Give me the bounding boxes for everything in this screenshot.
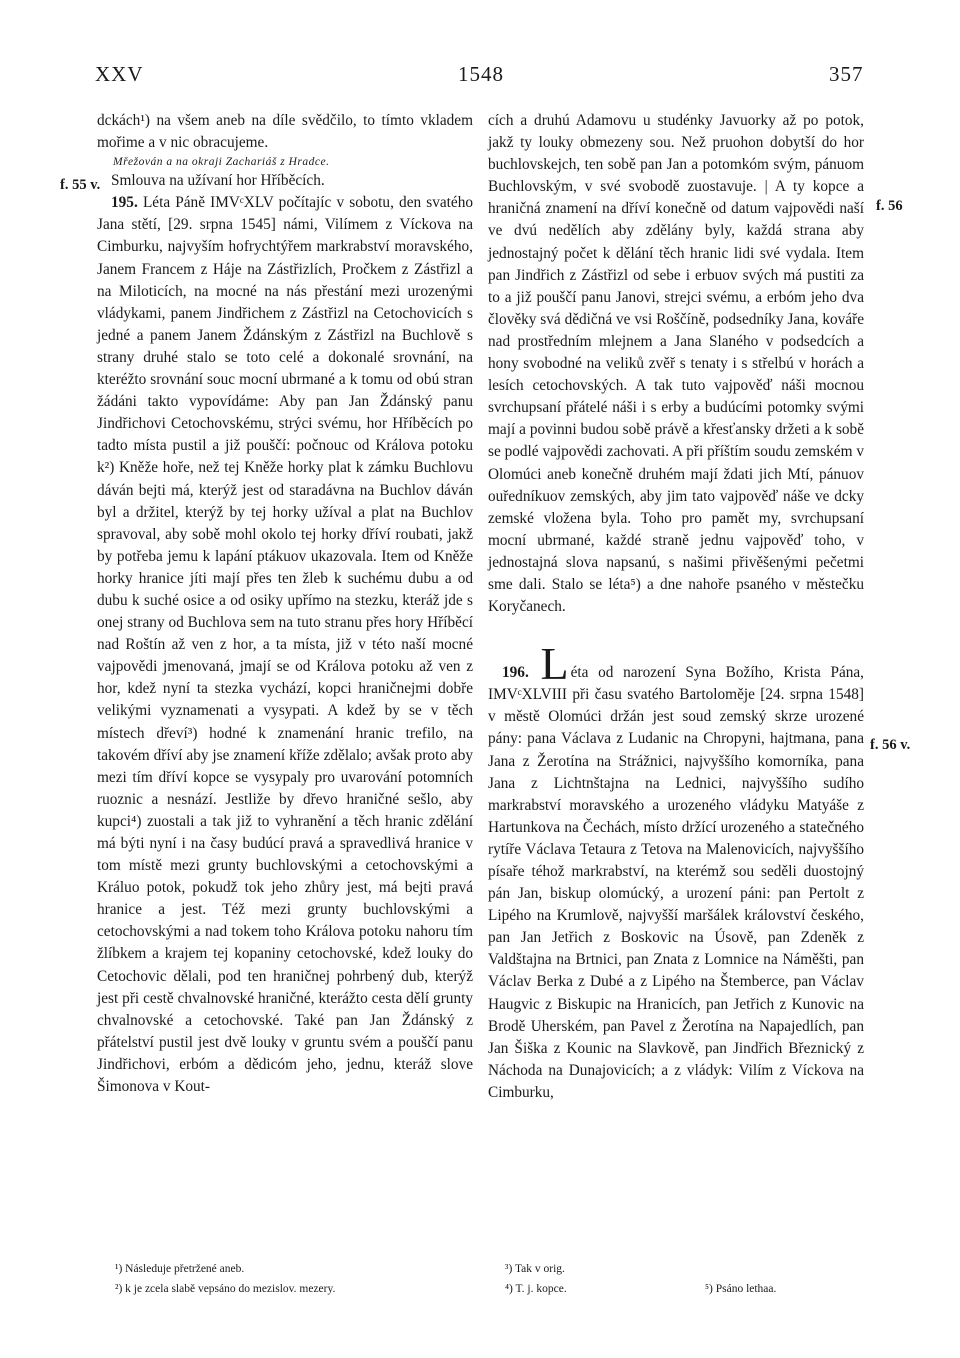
footnote-2: ²) k je zcela slabě vepsáno do mezislov. mezery. bbox=[115, 1283, 336, 1295]
header-year: 1548 bbox=[458, 62, 504, 86]
left-column bbox=[97, 110, 473, 1098]
entry-196-dropcap: L bbox=[540, 638, 569, 690]
footnote-5: ⁵) Psáno lethaa. bbox=[705, 1283, 777, 1295]
footnote-4: ⁴) T. j. kopce. bbox=[505, 1283, 567, 1295]
margin-note-f56: f. 56 bbox=[876, 198, 903, 214]
footnote-3: ³) Tak v orig. bbox=[505, 1263, 565, 1275]
opening-paragraph: dckách¹) na všem aneb na díle svědčilo, to tímto vkladem mořime a v nic obracujeme. bbox=[97, 112, 473, 152]
header-roman-numeral: XXV bbox=[95, 62, 144, 86]
entry-195-continuation: cích a druhú Adamovu u studénky Javuorky až po potok, jakž ty louky obmezeny sou. Než pruohon dobytší do hor buchlovskejch, ten sobě pan Jan a potomkóm svým, pánuom Buchlovským, v své svobodě zuostavuje. | A ty kopce a hraničná znamení na dříví konečně od datum vajpovědi naší ve dvú nedělích aby zdělány byly, každá strana aby jednostajný počet k dělání těch hranic lidi své vydala. Item pan Jindřich z Zástřizl od sebe i erbuov svých má pustiti za to a již pouščí panu Janovi, strejci svému, a erbóm jeho dva člověky svá dědičná ve vsi Roščíně, podsedníky Jana, kováře nad prostředním mlejnem a Jana Slaného v podsedcích a hony svobodné na veliků zvěř s tenaty i s střelbú v horách a lesích cetochovských. A tak tuto vajpověď náši mocnou svrchupsaní přátelé náši i s erby a budúcími potomky svými mají a povinni budou sobě právě a křesťansky držeti a k sobě se podlé vajpovědi zachovati. A při příštím soudu zemském v Olomúci aneb konečně druhém mají ždati jich Mtí, pánuov ouředníkuov zemských, aby jim tato vajpověď náše ve dcky zemské vložena byla. Toho pro pamět my, svrchupsaní mocní ubrmané, každé straně jednu vajpověď toho, v jednostajná slova napsanú, s našimi přivěšenými pečetmi sme dali. Stalo se léta⁵) a dne nahoře psaného v městečku Koryčanech. bbox=[488, 112, 864, 616]
margin-note-f55v: f. 55 v. bbox=[60, 177, 101, 193]
entry-196-text: éta od narození Syna Božího, Krista Pána, IMVᶜXLVIII při času svatého Bartoloměje [24. srpna 1548] v městě Olomúci držán jest soud zemský skrze urozené pány: pana Václava z Ludanic na Chropyni, hajtmana, pana Jana z Žerotína na Strážnici, najvyššího komorníka, pana Jana z Lichtnštajna na Lednici, najvyššího sudího markrabství moravského a urozeného vládyku Matyáše z Hartunkova na Čechách, místo držící urozeného a statečného rytíře Václava Tetaura z Tetova na Malenovicích, najvyššího písaře téhož markrabství, na kterémž sou seděli duostojný pán Jan, biskup olomúcký, a urození páni: pan Pertolt z Lipého na Krumlově, najvyšší maršálek království českého, pan Jan Jetřich z Boskovic na Úsově, pan Zdeněk z Valdštajna na Brtnici, pan Znata z Lomnice na Náměšti, pan Václav Berka z Dubé a z Lipého na Štemberce, pan Václav Haugvic z Biskupic na Hranicích, pan Jetřich z Kunovic na Brodě Uherském, pan Pavel z Žerotína na Napajedlích, pan Jan Šiška z Kounic na Slavkově, pan Jindřich Březnický z Náchoda na Dunajovicích; a z vládyk: Vilím z Víckova na Cimburku, bbox=[488, 664, 864, 1101]
entry-195-title: Smlouva na užívaní hor Hříběcích. bbox=[111, 172, 325, 190]
entry-196-paragraph bbox=[488, 638, 864, 1104]
entry-195-paragraph bbox=[97, 192, 473, 1098]
entry-195-text: Léta Páně IMVᶜXLV počítajíc v sobotu, den svatého Jana stětí, [29. srpna 1545] námi, Vilímem z Víckova na Cimburku, najvyším hofrychtýřem markrabství moravského, Janem Francem z Háje na Zástřizlích, Pročkem z Zástřizl a na Miloticích, na mocné na nás přestání mezi urozenými vládykami, panem Jindřichem z Zástřizl na Cetochovicích s jedné a panem Janem Ždánským z Zástřizl na Buchlově s strany druhé stalo se toto celé a dokonalé srovnání, na kteréžto srovnání souc mocní ubrmané a k tomu od obú stran žádáni takto vypovídáme: Aby pan Jan Ždánský panu Jindřichovi Cetochovskému, strýci svému, hor Hříběcích po tadto místa pustil a již pouščí: počnouc od Králova potoku k²) Kněže hoře, než tej Kněže horky plat k zámku Buchlovu dáván bejti má, kterýž jest od staradávna na Buchlov dáván byl a držitel, kterýž by tej horky užíval a plat na Buchlov spravoval, aby sobě mohl okolo tej horky dříví roubati, jakž by potřeba jemu k lapání ptákuov ukazovala. Item od Kněže horky hranice jíti mají přes ten žleb k suchému dubu a od dubu k suché osice a od osiky upřímo na stezku, kteráž jde s onej strany od Buchlova sem na tuto stranu přes hory Hříběcí nad Roštín až ven z hor, a ta místa, již v této naší mocné vajpovědi jmenovaná, jmají se od Králova potoku až ven z hor, kdež nyní ta stezka vychází, kopci hraničnejmi dobře velikými vyznamenati a vysypati. A kdež by se v těch místech dřeví³) hodné k znamenání hranic trefilo, na takovém dříví aby jse znamení kříže zdělalo; avšak proto aby mezi tím dříví kopce se vysypaly pro uvarování potomních ruoznic a nesnází. Jestliže by dřevo hraničné sešlo, aby kupci⁴) zuostali a tak již to vyhranění a těch hranic zdělání má býti nyní i na časy budúcí pravá a spravedlivá hranice v tom místě mezi grunty buchlovskými a cetochovskými a Králuo potok, pokudž tok jeho zhůry jest, má bejti pravá hranice a jest. Též mezi grunty buchlovskými a cetochovskými a nad tokem toho Králova potoku nahoru tím žlíbkem a krajem tej kopaniny cetochovské, kdež louky do Cetochovic dělali, pod ten hraničnej pohrbený dub, kterýž jest při cestě chvalnovské hraničné, kterážto cesta dělí grunty chvalnovské a cetochovské. Také pan Jan Ždánský z přátelství pustil jest dvě louky v gruntu svém a pouščí panu Jindřichovi, erbóm a dědicóm jeho, jednu, kteráž slove Šimonova v Kout- bbox=[97, 194, 474, 1096]
header-page-number: 357 bbox=[829, 62, 864, 86]
footnote-1: ¹) Následuje přetržené aneb. bbox=[115, 1263, 245, 1275]
seal-note: Mřežován a na okraji Zachariáš z Hradce. bbox=[113, 156, 330, 169]
margin-note-f56v: f. 56 v. bbox=[870, 737, 911, 753]
entry-195-number: 195. bbox=[111, 194, 138, 212]
right-column bbox=[488, 110, 864, 1104]
entry-196-number: 196. bbox=[502, 664, 529, 682]
